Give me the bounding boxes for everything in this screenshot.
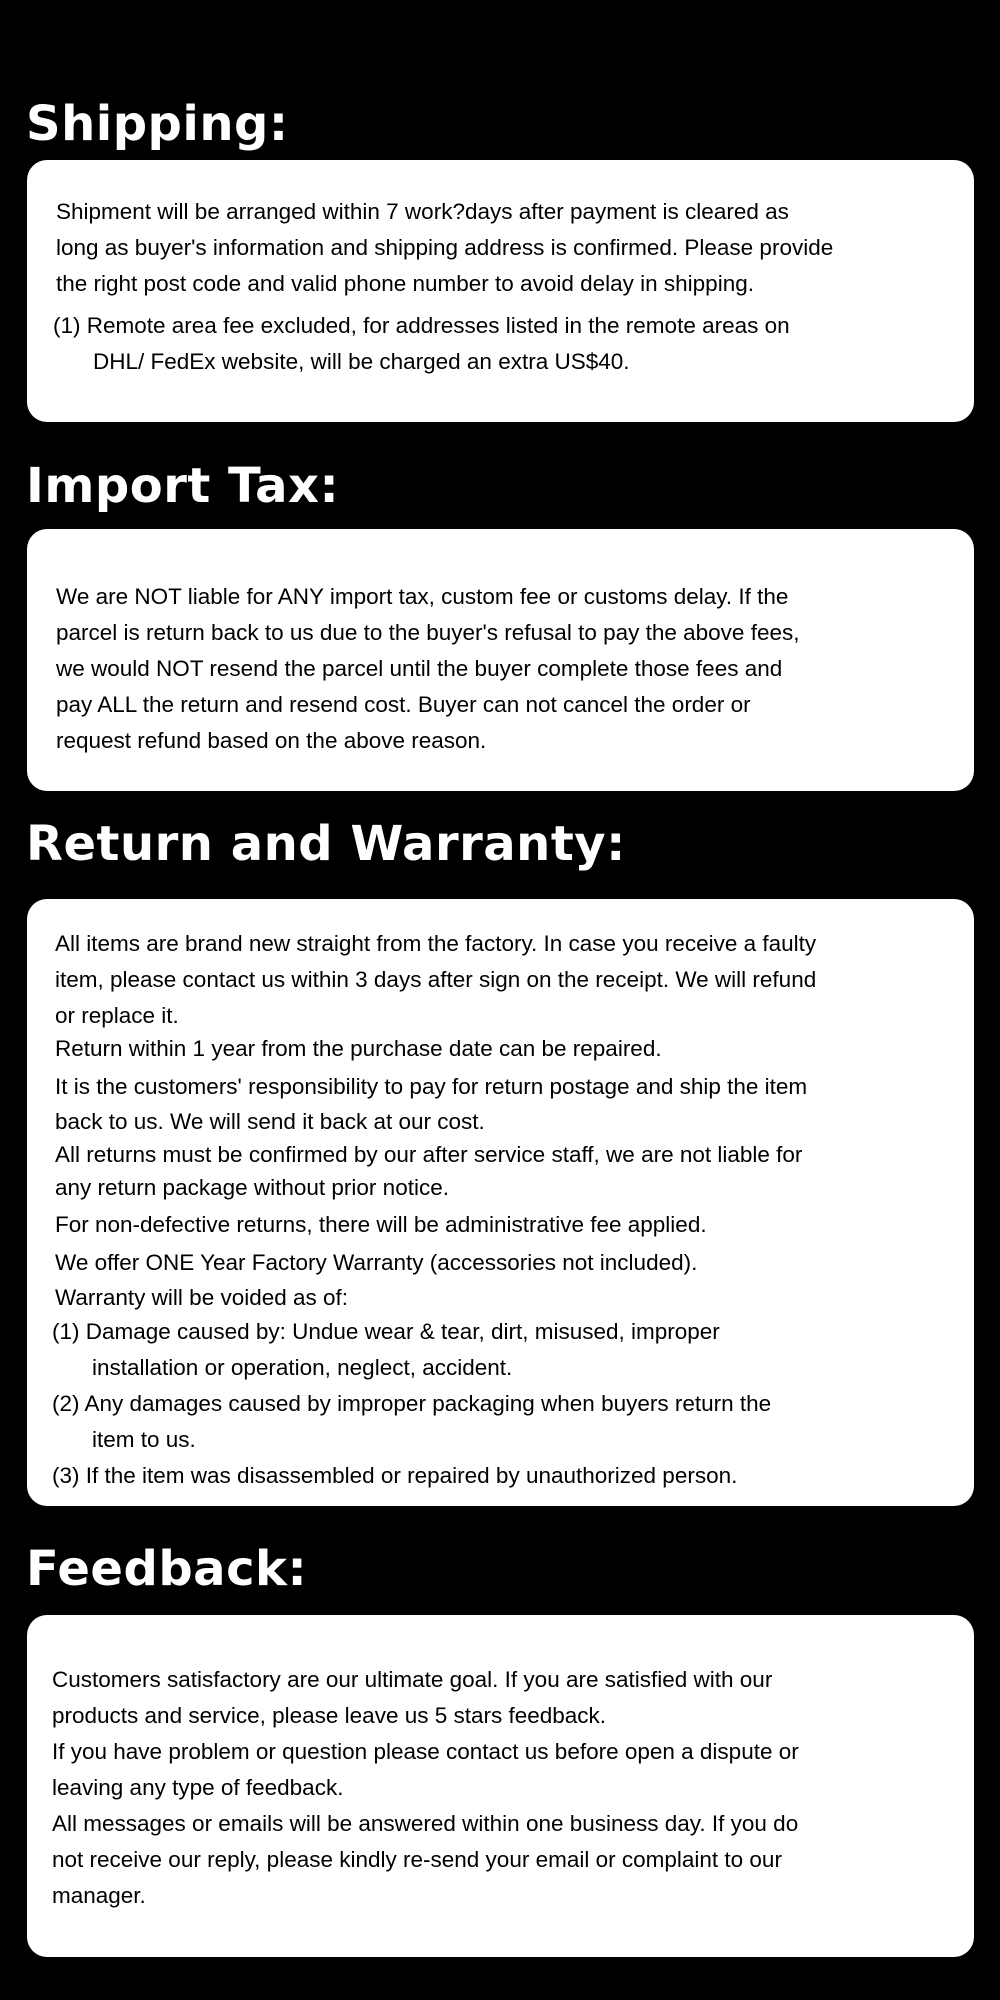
- feedback-text-line: All messages or emails will be answered within one business day. If you do: [52, 1811, 799, 1836]
- return-warranty-heading: Return and Warranty:: [26, 816, 626, 872]
- feedback-text-line: not receive our reply, please kindly re-send your email or complaint to our: [52, 1847, 782, 1872]
- feedback-text-line: products and service, please leave us 5 stars feedback.: [52, 1703, 607, 1728]
- feedback-text-line: Customers satisfactory are our ultimate goal. If you are satisfied with our: [52, 1667, 773, 1692]
- import-tax-text-line: pay ALL the return and resend cost. Buyer can not cancel the order or: [56, 692, 751, 717]
- warranty-void-item-2-continued: item to us.: [92, 1427, 196, 1452]
- import-tax-card: [27, 529, 974, 791]
- import-tax-heading: Import Tax:: [26, 458, 340, 514]
- shipping-remote-fee-item-continued: DHL/ FedEx website, will be charged an extra US$40.: [93, 349, 630, 374]
- shipping-card: [27, 160, 974, 422]
- shipping-text-line: the right post code and valid phone number to avoid delay in shipping.: [56, 271, 754, 296]
- return-warranty-voided-line: Warranty will be voided as of:: [55, 1285, 349, 1310]
- return-warranty-postage-line: It is the customers' responsibility to pay for return postage and ship the item: [55, 1074, 808, 1099]
- shipping-text-line: Shipment will be arranged within 7 work?days after payment is cleared as: [56, 199, 789, 224]
- feedback-card: [27, 1615, 974, 1957]
- return-warranty-text-line: or replace it.: [55, 1003, 179, 1028]
- feedback-text-line: If you have problem or question please contact us before open a dispute or: [52, 1739, 799, 1764]
- import-tax-text-line: request refund based on the above reason.: [56, 728, 487, 753]
- feedback-text-line: manager.: [52, 1883, 146, 1908]
- import-tax-text-line: parcel is return back to us due to the buyer's refusal to pay the above fees,: [56, 620, 800, 645]
- return-warranty-fee-line: For non-defective returns, there will be administrative fee applied.: [55, 1212, 707, 1237]
- return-warranty-offer-line: We offer ONE Year Factory Warranty (accessories not included).: [55, 1250, 698, 1275]
- return-warranty-text-line: item, please contact us within 3 days after sign on the receipt. We will refund: [55, 967, 817, 992]
- warranty-void-item-1: (1) Damage caused by: Undue wear & tear, dirt, misused, improper: [52, 1319, 720, 1344]
- warranty-void-item-2: (2) Any damages caused by improper packaging when buyers return the: [52, 1391, 772, 1416]
- feedback-heading: Feedback:: [26, 1541, 308, 1597]
- return-warranty-text-line: All items are brand new straight from the factory. In case you receive a faulty: [55, 931, 817, 956]
- return-warranty-repair-line: Return within 1 year from the purchase date can be repaired.: [55, 1036, 662, 1061]
- import-tax-text-line: we would NOT resend the parcel until the buyer complete those fees and: [56, 656, 783, 681]
- return-warranty-confirm-line: All returns must be confirmed by our after service staff, we are not liable for: [55, 1142, 803, 1167]
- shipping-remote-fee-item: (1) Remote area fee excluded, for addresses listed in the remote areas on: [53, 313, 790, 338]
- return-warranty-confirm-line: any return package without prior notice.: [55, 1175, 449, 1200]
- shipping-heading: Shipping:: [26, 96, 289, 152]
- return-warranty-card: [27, 899, 974, 1506]
- feedback-text-line: leaving any type of feedback.: [52, 1775, 344, 1800]
- warranty-void-item-3: (3) If the item was disassembled or repaired by unauthorized person.: [52, 1463, 738, 1488]
- return-warranty-postage-line: back to us. We will send it back at our cost.: [55, 1109, 485, 1134]
- warranty-void-item-1-continued: installation or operation, neglect, accident.: [92, 1355, 513, 1380]
- shipping-text-line: long as buyer's information and shipping address is confirmed. Please provide: [56, 235, 834, 260]
- import-tax-text-line: We are NOT liable for ANY import tax, custom fee or customs delay. If the: [56, 584, 789, 609]
